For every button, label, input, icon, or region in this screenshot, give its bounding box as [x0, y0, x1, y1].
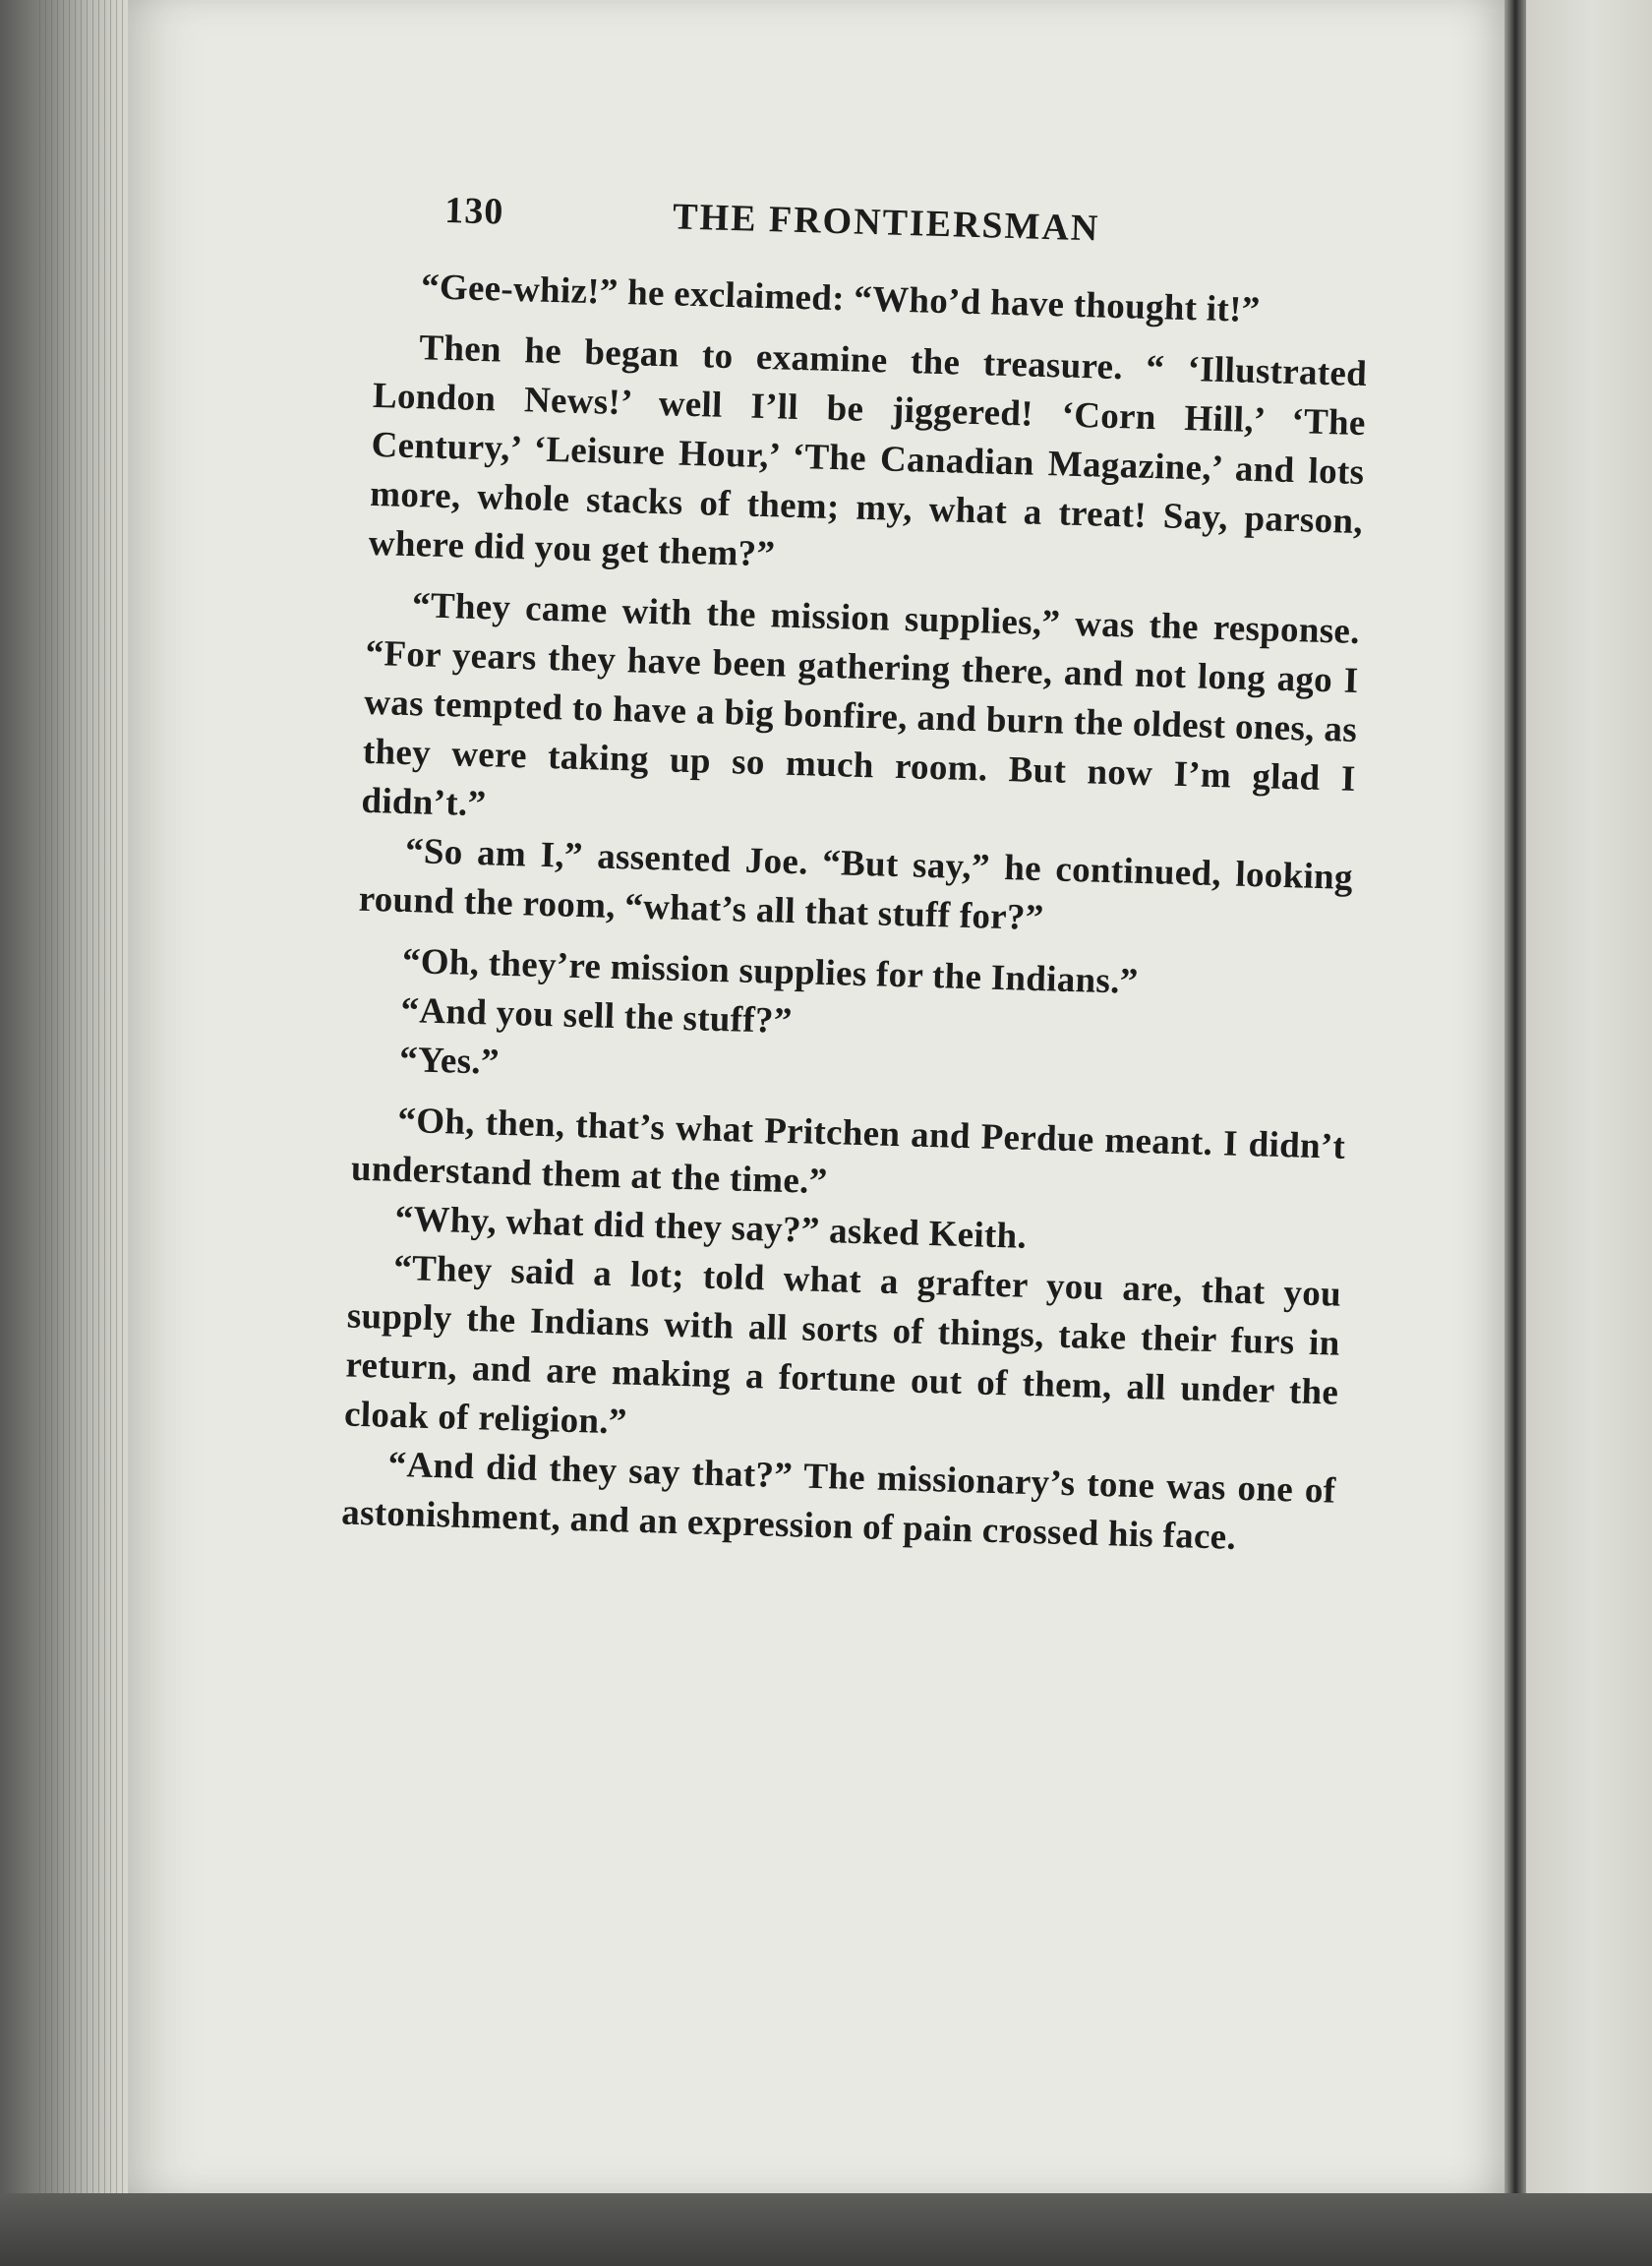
page-stack-lines	[39, 0, 138, 2266]
paragraph: “And you sell the stuff?”	[400, 989, 794, 1043]
paragraph: “And did they say that?” The missionary’s tone was one of astonishment, and an expression of pain crossed his face.	[340, 1444, 1336, 1558]
book-gutter	[1504, 0, 1526, 2193]
paragraph: “Oh, they’re mission supplies for the Indians.”	[401, 940, 1140, 1002]
page-bottom-shadow	[0, 2193, 1652, 2266]
book-left-edge	[0, 0, 148, 2266]
page-text-block	[341, 187, 1372, 1566]
running-title: THE FRONTIERSMAN	[672, 196, 1100, 250]
paragraph: “They came with the mission supplies,” was the response. “For years they have been gathering there, and not long ago I was tempted to have a big bonfire, and burn the oldest ones, as they were taking up so much room. But now I’m glad I didn’t.”	[360, 585, 1361, 825]
page-number: 130	[443, 189, 504, 233]
paragraph: “Why, what did they say?” asked Keith.	[394, 1198, 1028, 1257]
book-right-page-edge	[1504, 0, 1652, 2193]
paragraph: “Oh, then, that’s what Pritchen and Perdue meant. I didn’t understand them at the time.”	[350, 1100, 1346, 1203]
paragraph: “Yes.”	[398, 1039, 501, 1083]
paragraph: Then he began to examine the treasure. “ ‘Illustrated London News!’ well I’ll be jiggered! ‘Corn Hill,’ ‘The Century,’ ‘Leisure Hour,’ ‘The Canadian Magazine,’ and lots more, whole stacks of them; my, what a treat! Say, parson, where did you get them?”	[368, 328, 1368, 575]
paragraph: “So am I,” assented Joe. “But say,” he continued, looking round the room, “what’s all that stuff for?”	[358, 831, 1354, 939]
paragraph: “They said a lot; told what a grafter you are, that you supply the Indians with all sorts of things, take their furs in return, and are making a fortune out of them, all under the cloak of religion.”	[343, 1247, 1342, 1443]
paragraph: “Gee-whiz!” he exclaimed: “Who’d have thought it!”	[420, 267, 1262, 331]
